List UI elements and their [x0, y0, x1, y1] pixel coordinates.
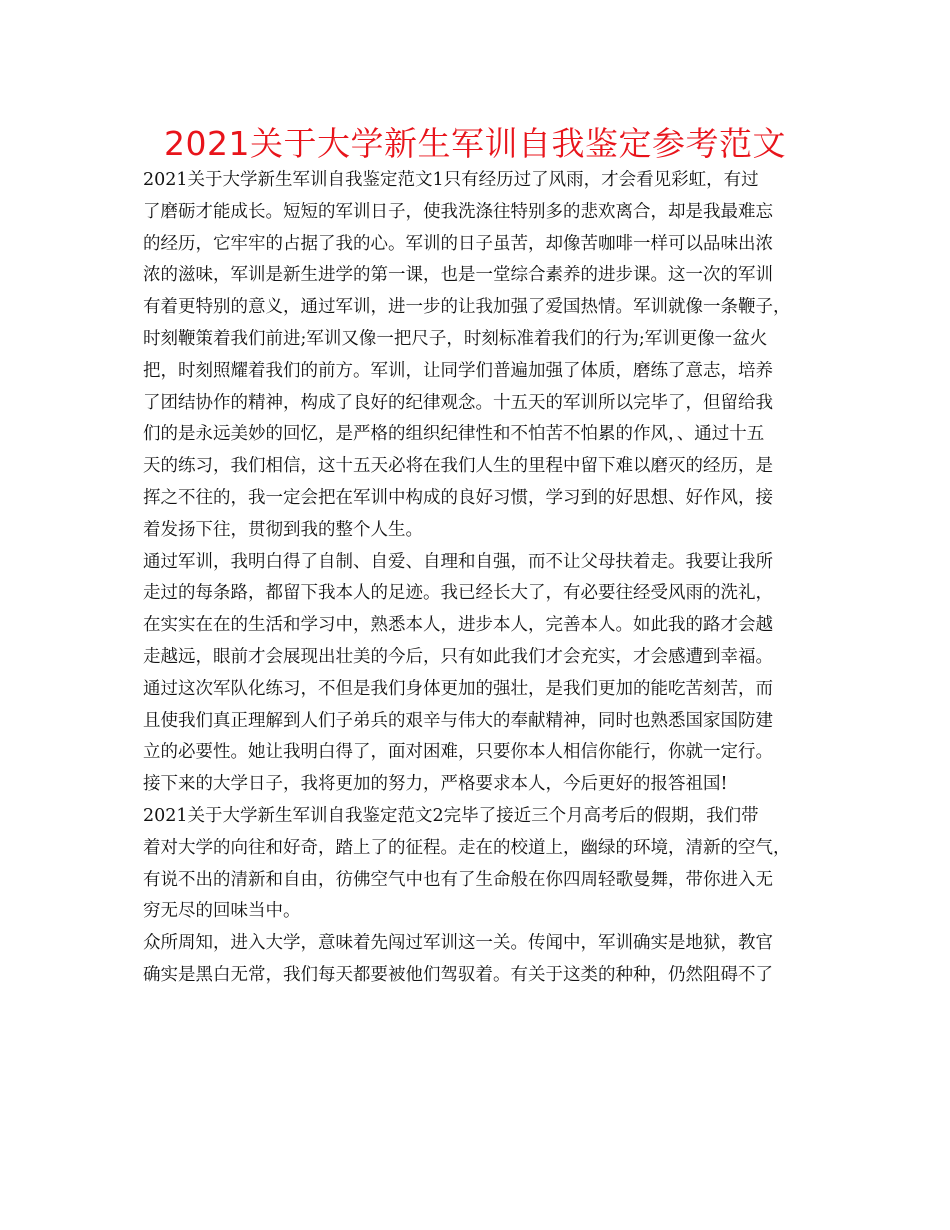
text-line: 走过的每条路，都留下我本人的足迹。我已经长大了，有必要往经受风雨的洗礼， — [143, 583, 773, 604]
text-line: 确实是黑白无常，我们每天都要被他们驾驭着。有关于这类的种种，仍然阻碍不了 — [143, 964, 773, 985]
text-line: 接下来的大学日子，我将更加的努力，严格要求本人，今后更好的报答祖国! — [143, 774, 728, 795]
text-line: 着发扬下往，贯彻到我的整个人生。 — [143, 519, 423, 540]
text-line: 们的是永远美妙的回忆，是严格的组织纪律性和不怕苦不怕累的作风，、通过十五 — [143, 424, 765, 445]
text-line: 2021关于大学新生军训自我鉴定范文1只有经历过了风雨，才会看见彩虹，有过 — [143, 170, 759, 190]
text-line: 把，时刻照耀着我们的前方。军训，让同学们普遍加强了体质，磨练了意志，培养 — [143, 360, 773, 381]
text-line: 通过军训，我明白得了自制、自爱、自理和自强，而不让父母扶着走。我要让我所 — [143, 551, 773, 572]
text-line: 天的练习，我们相信，这十五天必将在我们人生的里程中留下难以磨灭的经历，是 — [143, 456, 773, 477]
text-line: 走越远，眼前才会展现出壮美的今后，只有如此我们才会充实，才会感遭到幸福。 — [143, 646, 773, 667]
text-line: 穷无尽的回味当中。 — [143, 901, 301, 922]
text-line: 了团结协作的精神，构成了良好的纪律观念。十五天的军训所以完毕了，但留给我 — [143, 392, 773, 413]
text-line: 众所周知，进入大学，意味着先闯过军训这一关。传闻中，军训确实是地狱，教官 — [143, 933, 773, 954]
text-line: 2021关于大学新生军训自我鉴定范文2完毕了接近三个月高考后的假期，我们带 — [143, 805, 759, 826]
document-title: 2021关于大学新生军训自我鉴定参考范文 — [164, 124, 786, 163]
text-line: 挥之不往的，我一定会把在军训中构成的良好习惯，学习到的好思想、好作风，接 — [143, 487, 773, 508]
text-line: 且使我们真正理解到人们子弟兵的艰辛与伟大的奉献精神，同时也熟悉国家国防建 — [143, 710, 773, 731]
text-line: 有说不出的清新和自由，彷佛空气中也有了生命般在你四周轻歌曼舞，带你进入无 — [143, 869, 773, 890]
text-line: 的经历，它牢牢的占据了我的心。军训的日子虽苦，却像苦咖啡一样可以品味出浓 — [143, 233, 773, 254]
text-line: 时刻鞭策着我们前进;军训又像一把尺子，时刻标准着我们的行为;军训更像一盆火 — [143, 328, 768, 349]
document-body — [143, 165, 823, 992]
text-line: 了磨砺才能成长。短短的军训日子，使我洗涤往特别多的悲欢离合，却是我最难忘 — [143, 201, 773, 222]
text-line: 在实实在在的生活和学习中，熟悉本人，进步本人，完善本人。如此我的路才会越 — [143, 615, 773, 636]
text-line: 立的必要性。她让我明白得了，面对困难，只要你本人相信你能行，你就一定行。 — [143, 742, 773, 763]
text-line: 有着更特别的意义，通过军训，进一步的让我加强了爱国热情。军训就像一条鞭子， — [143, 297, 791, 318]
text-line: 通过这次军队化练习，不但是我们身体更加的强壮，是我们更加的能吃苦刻苦，而 — [143, 678, 773, 699]
text-line: 着对大学的向往和好奇，踏上了的征程。走在的校道上，幽绿的环境，清新的空气， — [143, 837, 791, 858]
text-line: 浓的滋味，军训是新生进学的第一课，也是一堂综合素养的进步课。这一次的军训 — [143, 265, 773, 286]
